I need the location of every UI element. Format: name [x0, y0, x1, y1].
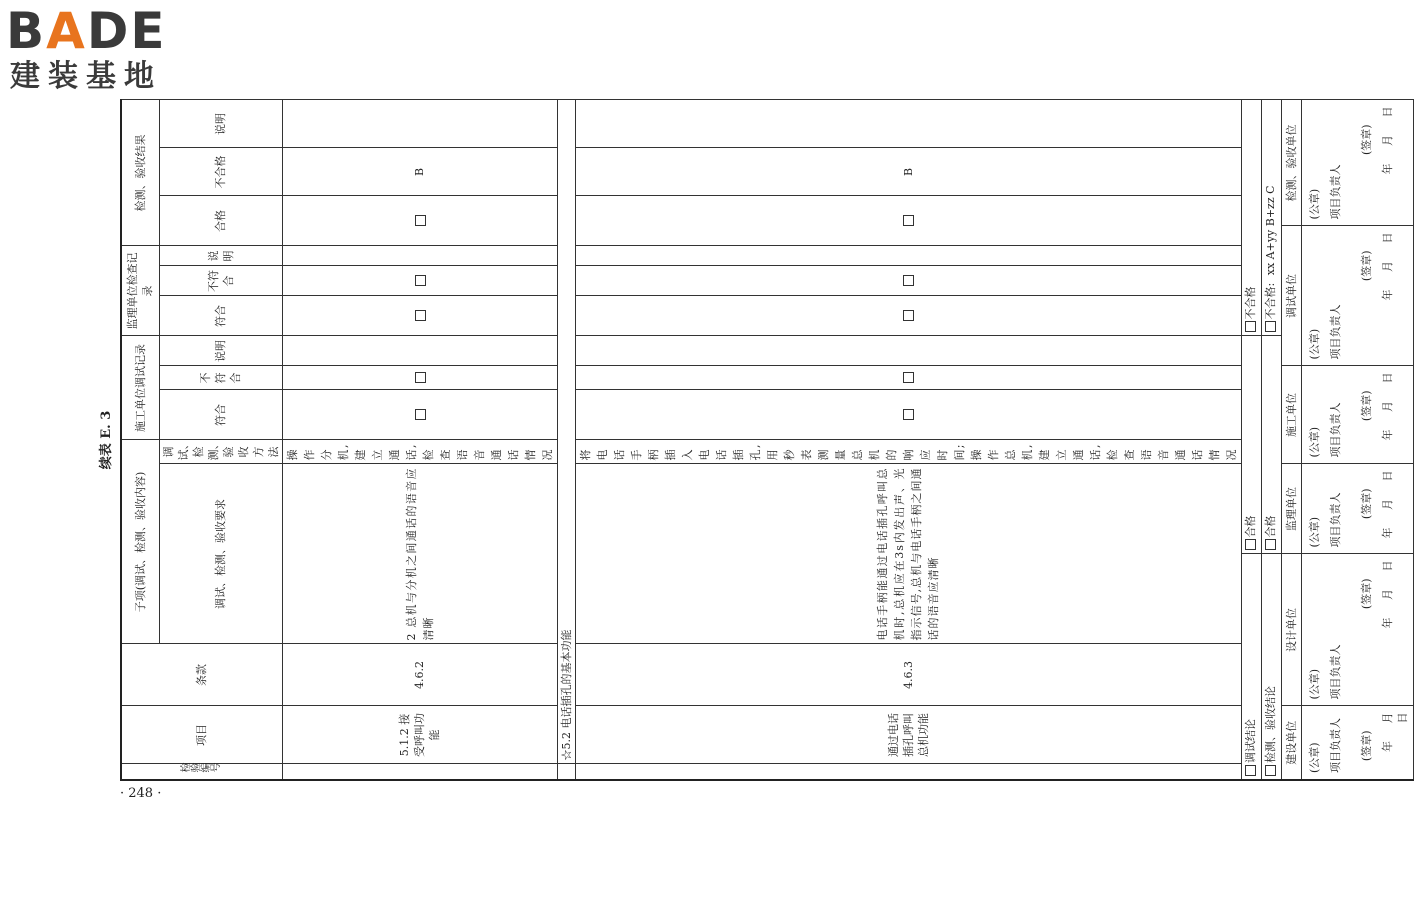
- checkbox[interactable]: [415, 372, 426, 383]
- checkbox[interactable]: [415, 275, 426, 286]
- header-subitem: 子项(调试、检测、验收内容): [121, 440, 159, 644]
- header-supervision-nonconform: 不符合: [159, 266, 282, 296]
- row1-method: 操作分机,建立通话,检查语音通话情况: [282, 440, 557, 464]
- header-clause: 条款: [121, 644, 282, 706]
- sig-unit-6: 检测、验收单位: [1281, 100, 1301, 226]
- checkbox[interactable]: [1265, 540, 1276, 551]
- debug-conclusion-row: [1241, 100, 1261, 780]
- row1-item: 5.1.2 接受呼叫功能: [282, 706, 557, 764]
- row2-item: 通过电话插孔呼叫总机功能: [575, 706, 1241, 764]
- checkbox[interactable]: [903, 372, 914, 383]
- debug-pass-label: 合格: [1243, 515, 1257, 538]
- table-row: [575, 100, 1241, 780]
- sig-unit-4: 施工单位: [1281, 366, 1301, 464]
- debug-fail-label: 不合格: [1243, 286, 1257, 320]
- page-number: · 248 ·: [120, 786, 162, 801]
- rotated-page: [99, 95, 1409, 785]
- checkbox[interactable]: [415, 310, 426, 321]
- header-requirement: 调试、检测、验收要求: [159, 464, 282, 644]
- section-title: ☆5.2 电话插孔的基本功能: [557, 100, 575, 764]
- sig-block-6: (公章) 项目负责人 (签章) 年 月 日: [1301, 100, 1413, 226]
- table-row: [282, 100, 557, 780]
- table-title: 续表 E. 3: [99, 410, 114, 470]
- header-inspection-fail: 不合格: [159, 148, 282, 196]
- row1-requirement: 2 总机与分机之间通话的语音应清晰: [282, 464, 557, 644]
- logo-wordmark: BADE: [6, 2, 167, 60]
- checkbox[interactable]: [903, 310, 914, 321]
- row1-clause: 4.6.2: [282, 644, 557, 706]
- sig-block-5: (公章) 项目负责人 (签章) 年 月 日: [1301, 226, 1413, 366]
- acceptance-pass-label: 合格: [1263, 515, 1277, 538]
- row2-method: 将电话手柄插入电话插孔,用秒表测量总机的响应时间;操作总机,建立通话,检查语音通话情况: [575, 440, 1241, 464]
- header-construction: 施工单位调试记录: [121, 336, 159, 440]
- section-row: [557, 100, 575, 780]
- checkbox[interactable]: [1245, 321, 1256, 332]
- header-inspection-pass: 合格: [159, 196, 282, 246]
- acceptance-fail-label: 不合格:: [1263, 282, 1277, 320]
- header-supervision-conform: 符合: [159, 296, 282, 336]
- sig-block-1: (公章) 项目负责人 (签章) 年 月 日: [1301, 706, 1413, 780]
- acceptance-conclusion-row: [1261, 100, 1281, 780]
- sig-block-2: (公章) 项目负责人 (签章) 年 月 日: [1301, 554, 1413, 706]
- debug-conclusion-label: 调试结论: [1243, 719, 1257, 763]
- header-construction-note: 说明: [159, 336, 282, 366]
- sig-block-4: (公章) 项目负责人 (签章) 年 月 日: [1301, 366, 1413, 464]
- checkbox[interactable]: [903, 215, 914, 226]
- header-construction-conform: 符合: [159, 390, 282, 440]
- checkbox[interactable]: [903, 409, 914, 420]
- inspection-table: [120, 99, 1414, 781]
- checkbox[interactable]: [903, 275, 914, 286]
- logo: [6, 2, 176, 94]
- header-method: 调试、检测、验收方法: [159, 440, 282, 464]
- checkbox[interactable]: [1265, 765, 1276, 776]
- acceptance-formula: xx A+yy B+zz C: [1263, 185, 1277, 276]
- header-item: 项目: [121, 706, 282, 764]
- header-inspection-note: 说明: [159, 100, 282, 148]
- sig-block-3: (公章) 项目负责人 (签章) 年 月 日: [1301, 464, 1413, 554]
- header-supervision-note: 说明: [159, 246, 282, 266]
- logo-chinese: 建装基地: [10, 59, 162, 94]
- checkbox[interactable]: [1245, 540, 1256, 551]
- row2-clause: 4.6.3: [575, 644, 1241, 706]
- sig-unit-2: 设计单位: [1281, 554, 1301, 706]
- sig-unit-1: 建设单位: [1281, 706, 1301, 780]
- checkbox[interactable]: [415, 409, 426, 420]
- signature-row: [1301, 100, 1413, 780]
- checkbox[interactable]: [1245, 765, 1256, 776]
- acceptance-conclusion-label: 检测、验收结论: [1263, 686, 1277, 763]
- signature-header-row: [1281, 100, 1301, 780]
- header-seq: 检验编号: [179, 764, 220, 775]
- row2-result-note: B: [575, 148, 1241, 196]
- row2-requirement: 电话手柄能通过电话插孔呼叫总机时,总机应在3s内发出声、光指示信号,总机与电话手柄之间通话的语音应清晰: [575, 464, 1241, 644]
- rotated-content: [99, 95, 1409, 785]
- sig-unit-5: 调试单位: [1281, 226, 1301, 366]
- header-construction-nonconform: 不符合: [159, 366, 282, 390]
- header-supervision: 监理单位检查记录: [121, 246, 159, 336]
- header-inspection: 检测、验收结果: [121, 100, 159, 246]
- checkbox[interactable]: [1265, 321, 1276, 332]
- sig-unit-3: 监理单位: [1281, 464, 1301, 554]
- row1-result-note: B: [282, 148, 557, 196]
- checkbox[interactable]: [415, 215, 426, 226]
